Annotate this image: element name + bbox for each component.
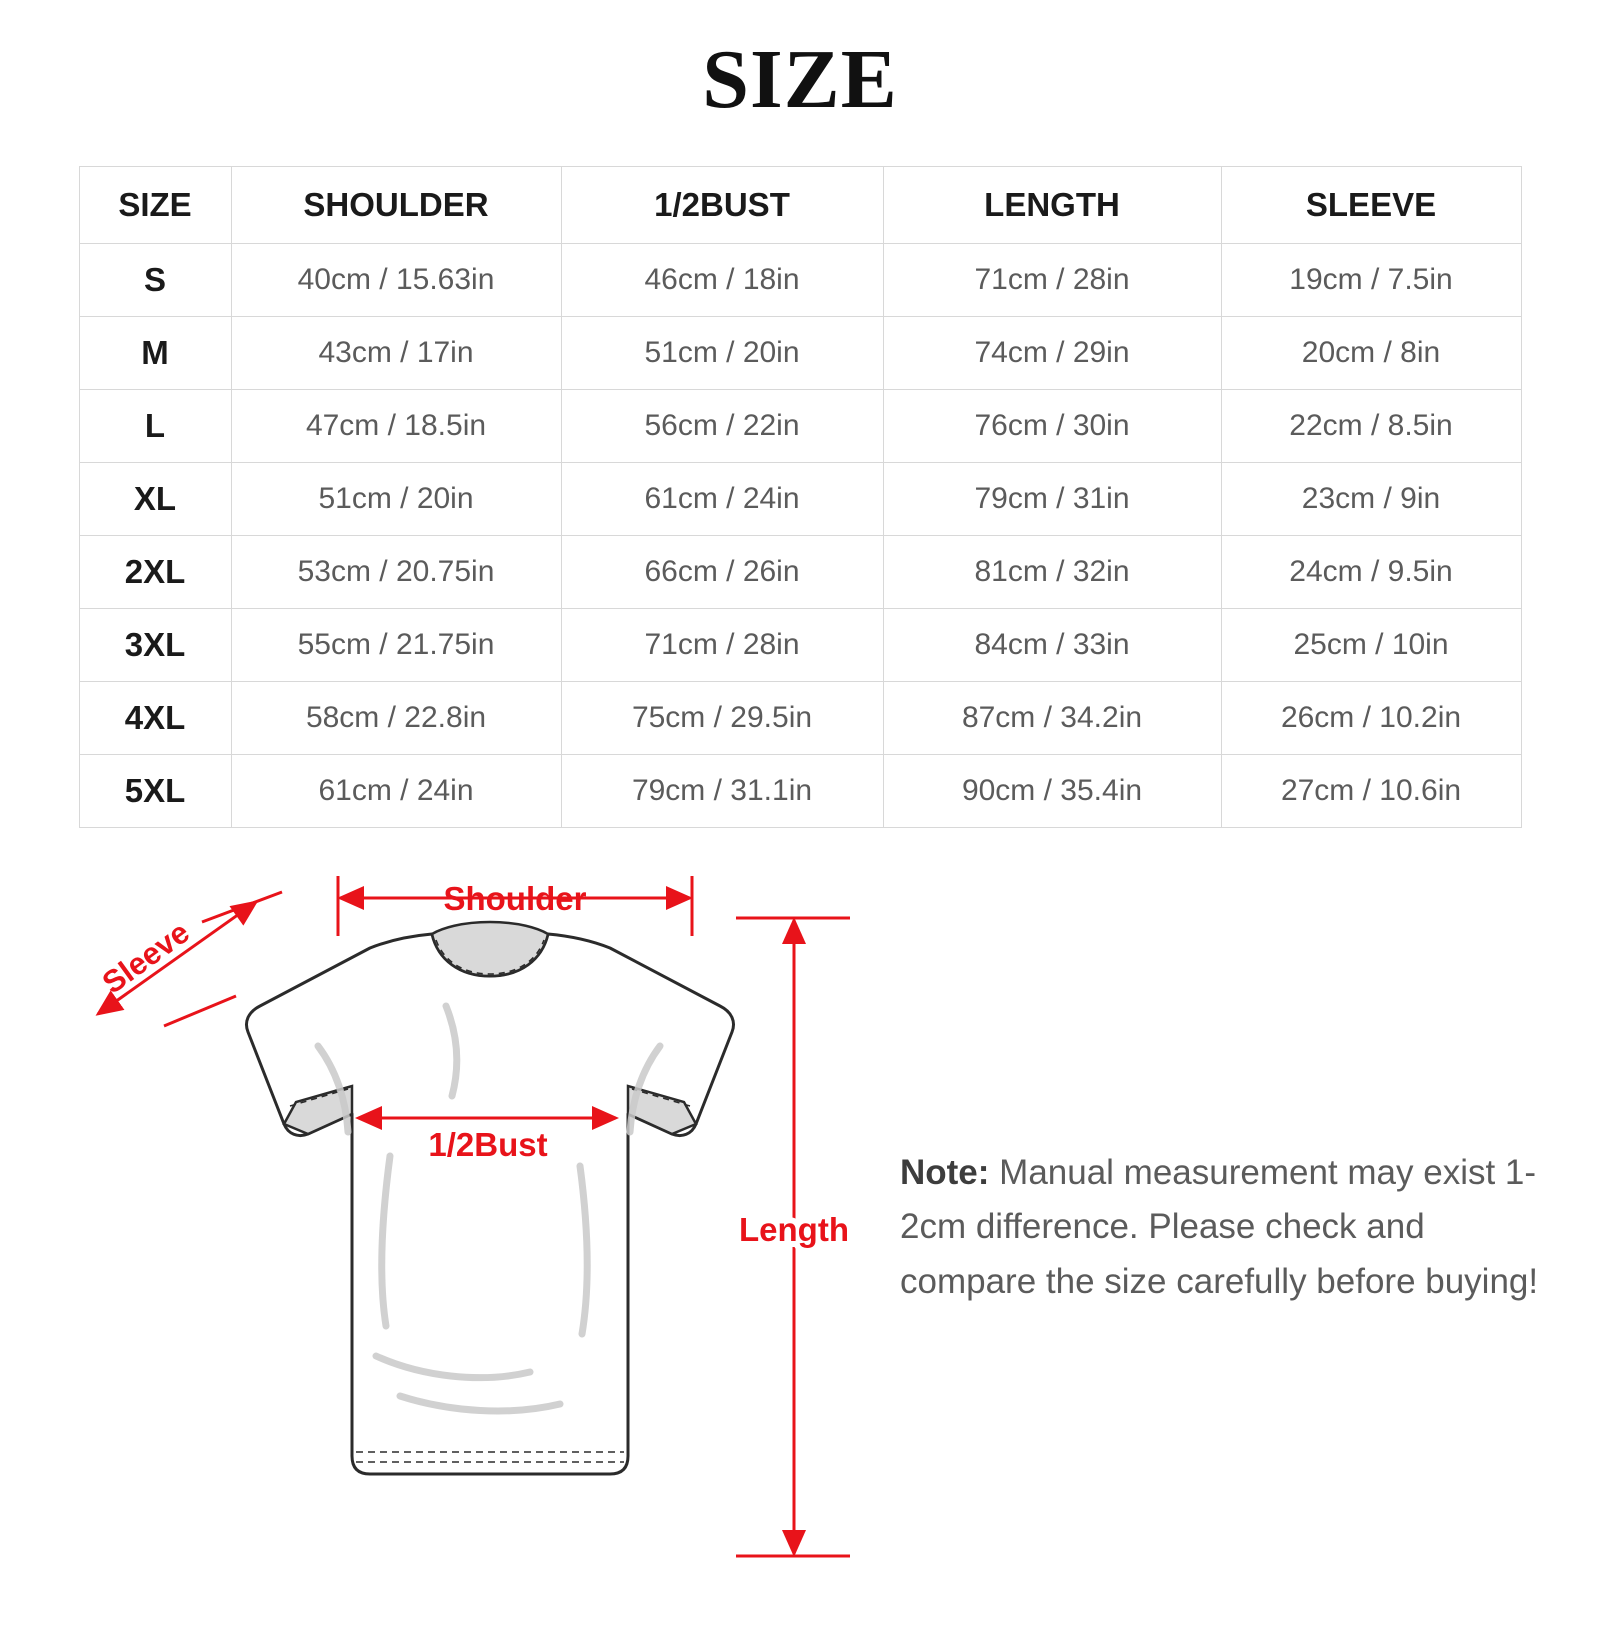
table-row — [79, 609, 1521, 682]
cell-size: 3XL — [79, 609, 231, 682]
shoulder-label: Shoulder — [443, 880, 587, 917]
table-row — [79, 463, 1521, 536]
cell-bust: 79cm / 31.1in — [561, 755, 883, 828]
cell-length: 84cm / 33in — [883, 609, 1221, 682]
note-label: Note: — [900, 1153, 990, 1192]
size-chart-table — [79, 166, 1522, 828]
table-row — [79, 317, 1521, 390]
table-row — [79, 755, 1521, 828]
table-row — [79, 390, 1521, 463]
cell-shoulder: 51cm / 20in — [231, 463, 561, 536]
table-row — [79, 244, 1521, 317]
cell-size: 4XL — [79, 682, 231, 755]
cell-sleeve: 20cm / 8in — [1221, 317, 1521, 390]
cell-shoulder: 40cm / 15.63in — [231, 244, 561, 317]
column-header-length: LENGTH — [883, 167, 1221, 244]
cell-length: 90cm / 35.4in — [883, 755, 1221, 828]
cell-size: M — [79, 317, 231, 390]
table-header-row — [79, 167, 1521, 244]
cell-sleeve: 23cm / 9in — [1221, 463, 1521, 536]
table-row — [79, 682, 1521, 755]
sleeve-label: Sleeve — [95, 914, 196, 1001]
cell-length: 76cm / 30in — [883, 390, 1221, 463]
cell-bust: 71cm / 28in — [561, 609, 883, 682]
cell-shoulder: 61cm / 24in — [231, 755, 561, 828]
column-header-size: SIZE — [79, 167, 231, 244]
cell-sleeve: 19cm / 7.5in — [1221, 244, 1521, 317]
cell-sleeve: 27cm / 10.6in — [1221, 755, 1521, 828]
cell-sleeve: 25cm / 10in — [1221, 609, 1521, 682]
tshirt-outline — [247, 934, 734, 1474]
note-block — [900, 1146, 1540, 1309]
cell-size: S — [79, 244, 231, 317]
column-header-bust: 1/2BUST — [561, 167, 883, 244]
cell-sleeve: 26cm / 10.2in — [1221, 682, 1521, 755]
tshirt-measurement-diagram — [60, 856, 880, 1596]
column-header-sleeve: SLEEVE — [1221, 167, 1521, 244]
page-title: SIZE — [702, 33, 898, 126]
cell-shoulder: 53cm / 20.75in — [231, 536, 561, 609]
cell-size: 2XL — [79, 536, 231, 609]
cell-length: 74cm / 29in — [883, 317, 1221, 390]
cell-sleeve: 24cm / 9.5in — [1221, 536, 1521, 609]
table-row — [79, 536, 1521, 609]
note-text: Manual measurement may exist 1-2cm difference. Please check and compare the size carefully before buying! — [900, 1153, 1539, 1301]
cell-bust: 46cm / 18in — [561, 244, 883, 317]
cell-bust: 66cm / 26in — [561, 536, 883, 609]
sleeve-dimension — [90, 874, 284, 1026]
bust-label: 1/2Bust — [428, 1126, 548, 1163]
cell-bust: 75cm / 29.5in — [561, 682, 883, 755]
column-header-shoulder: SHOULDER — [231, 167, 561, 244]
cell-bust: 56cm / 22in — [561, 390, 883, 463]
cell-size: 5XL — [79, 755, 231, 828]
cell-sleeve: 22cm / 8.5in — [1221, 390, 1521, 463]
cell-shoulder: 58cm / 22.8in — [231, 682, 561, 755]
cell-length: 71cm / 28in — [883, 244, 1221, 317]
cell-length: 81cm / 32in — [883, 536, 1221, 609]
cell-size: XL — [79, 463, 231, 536]
cell-shoulder: 47cm / 18.5in — [231, 390, 561, 463]
cell-size: L — [79, 390, 231, 463]
cell-length: 87cm / 34.2in — [883, 682, 1221, 755]
cell-bust: 61cm / 24in — [561, 463, 883, 536]
cell-shoulder: 43cm / 17in — [231, 317, 561, 390]
cell-length: 79cm / 31in — [883, 463, 1221, 536]
cell-bust: 51cm / 20in — [561, 317, 883, 390]
length-label: Length — [739, 1211, 849, 1248]
cell-shoulder: 55cm / 21.75in — [231, 609, 561, 682]
